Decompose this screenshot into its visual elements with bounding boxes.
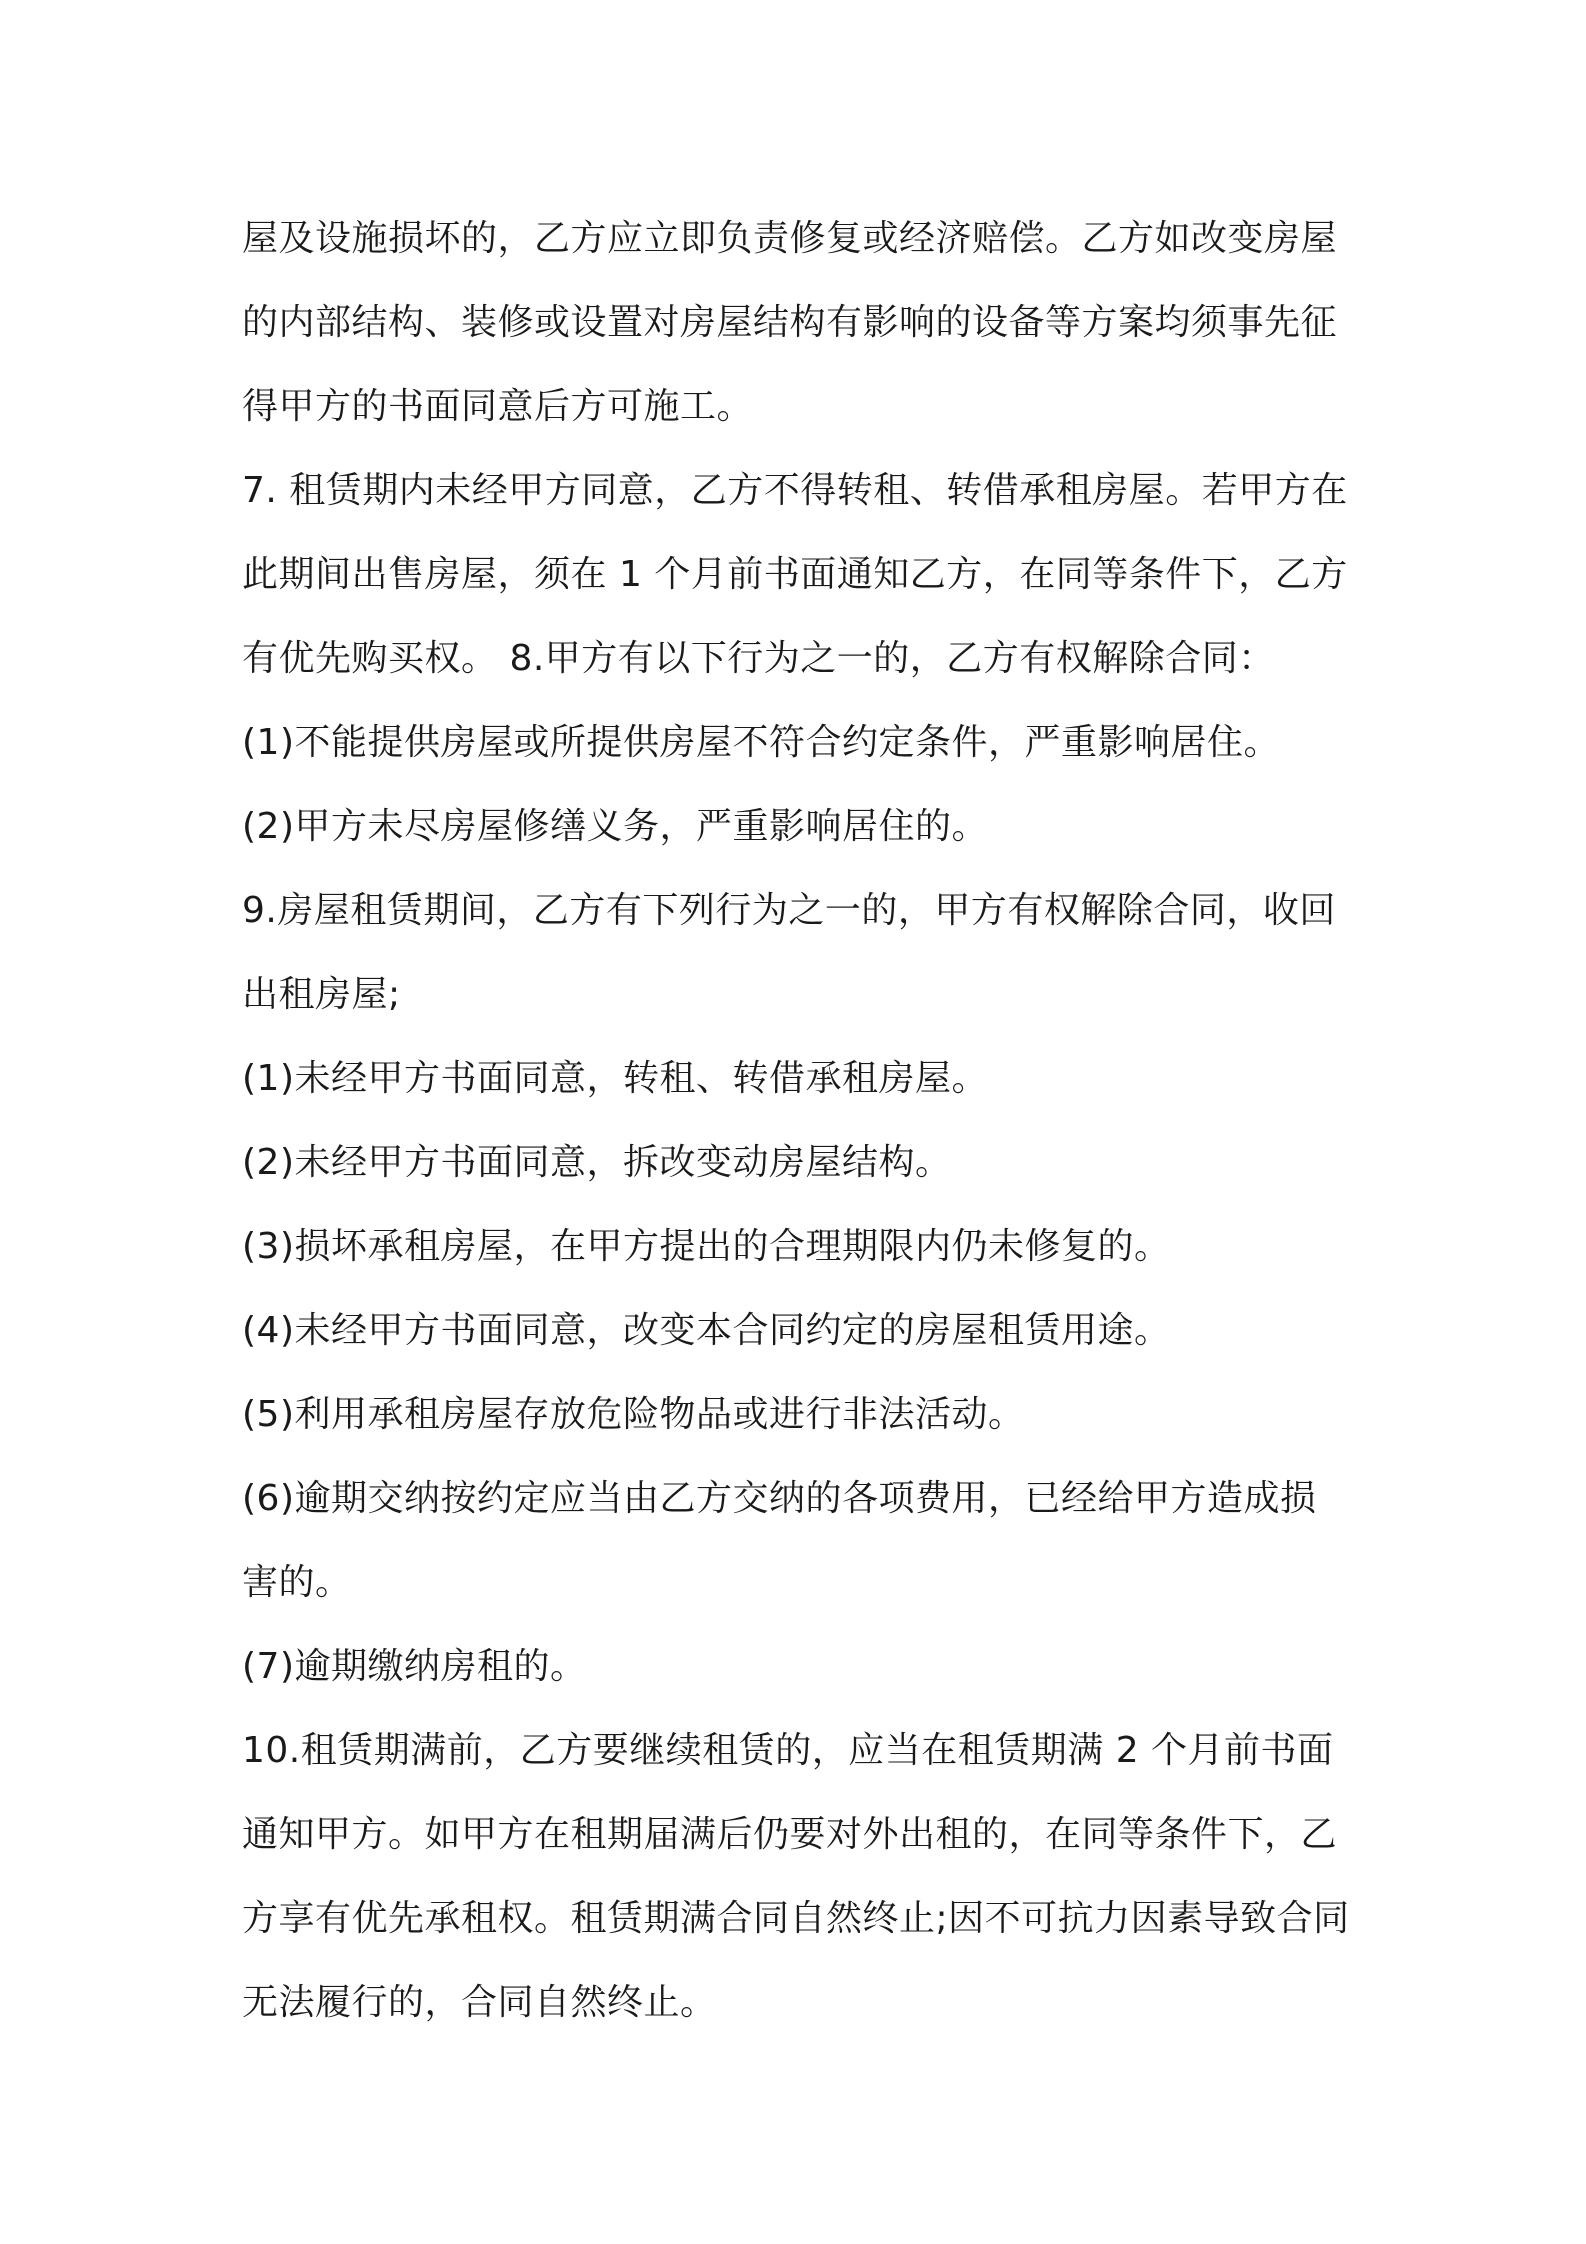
paragraph-clause-8-item-1: (1)不能提供房屋或所提供房屋不符合约定条件，严重影响居住。	[242, 722, 1280, 763]
paragraph-clause-9-item-1: (1)未经甲方书面同意，转租、转借承租房屋。	[242, 1058, 988, 1099]
paragraph-clause-9-item-5: (5)利用承租房屋存放危险物品或进行非法活动。	[242, 1394, 1025, 1435]
paragraph-repair-clause: 屋及设施损坏的，乙方应立即负责修复或经济赔偿。乙方如改变房屋的内部结构、装修或设置对房屋结构有影响的设备等方案均须事先征得甲方的书面同意后方可施工。	[242, 218, 1338, 427]
document-body	[242, 197, 1352, 2045]
paragraph-clause-8-item-2: (2)甲方未尽房屋修缮义务，严重影响居住的。	[242, 806, 988, 847]
paragraph-clause-7-8: 7. 租赁期内未经甲方同意，乙方不得转租、转借承租房屋。若甲方在此期间出售房屋，须在 1 个月前书面通知乙方，在同等条件下，乙方有优先购买权。 8.甲方有以下行为之一的，乙方有权解除合同：	[242, 470, 1348, 679]
paragraph-clause-9-item-6: (6)逾期交纳按约定应当由乙方交纳的各项费用，已经给甲方造成损害的。	[242, 1478, 1317, 1603]
paragraph-clause-10: 10.租赁期满前，乙方要继续租赁的，应当在租赁期满 2 个月前书面通知甲方。如甲方在租期届满后仍要对外出租的，在同等条件下，乙方享有优先承租权。租赁期满合同自然终止;因不可抗力因素导致合同无法履行的，合同自然终止。	[242, 1730, 1350, 2023]
paragraph-clause-9-item-4: (4)未经甲方书面同意，改变本合同约定的房屋租赁用途。	[242, 1310, 1171, 1351]
paragraph-clause-9-item-3: (3)损坏承租房屋，在甲方提出的合理期限内仍未修复的。	[242, 1226, 1171, 1267]
paragraph-clause-9-item-7: (7)逾期缴纳房租的。	[242, 1646, 587, 1687]
paragraph-clause-9: 9.房屋租赁期间，乙方有下列行为之一的，甲方有权解除合同，收回出租房屋;	[242, 890, 1336, 1015]
paragraph-clause-9-item-2: (2)未经甲方书面同意，拆改变动房屋结构。	[242, 1142, 952, 1183]
